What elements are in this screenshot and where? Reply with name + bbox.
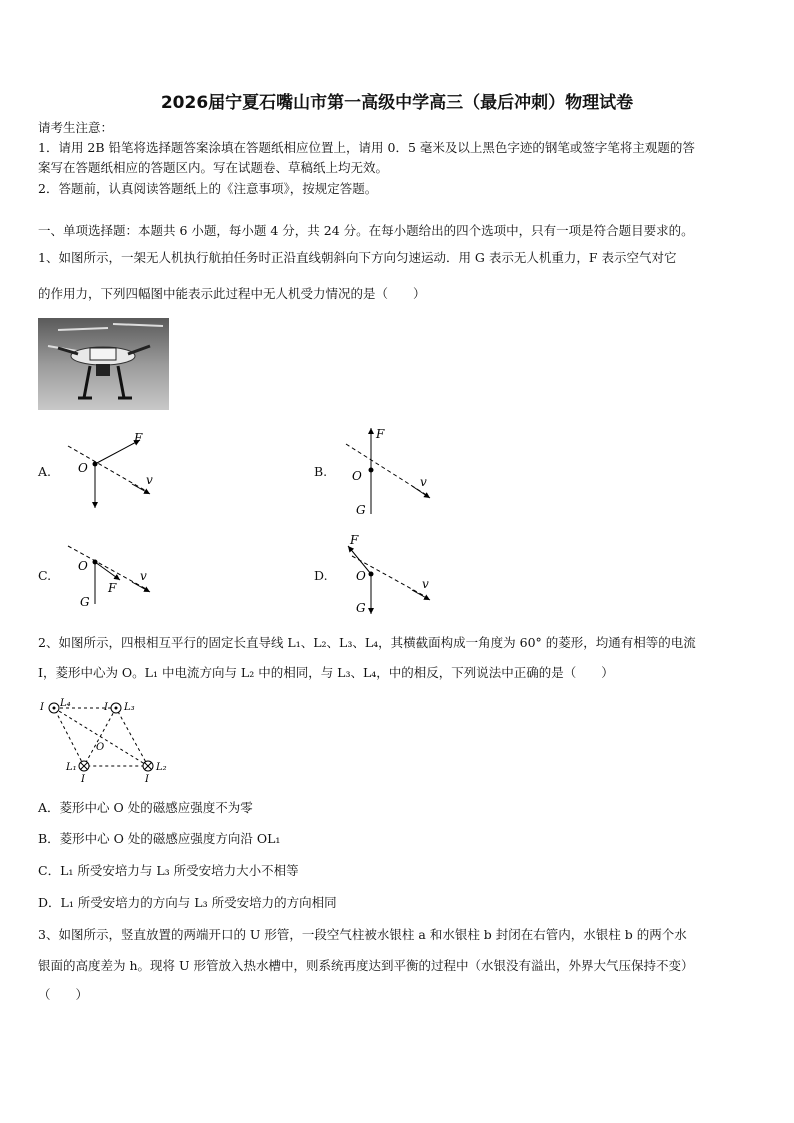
q1-option-b-diagram bbox=[340, 424, 440, 519]
q1-b-F-label: F bbox=[376, 427, 385, 441]
q1-c-F-label: F bbox=[108, 581, 117, 595]
q1-a-F-label: F bbox=[134, 431, 143, 445]
q1-c-v-label: v bbox=[140, 569, 147, 583]
q2-stem-line-2: I，菱形中心为 O。L₁ 中电流方向与 L₂ 中的相同，与 L₃、L₄，中的相反，下列说法中正确的是（ ） bbox=[38, 665, 614, 680]
q1-option-b-label: B. bbox=[314, 464, 328, 479]
q1-d-v-label: v bbox=[422, 577, 429, 591]
q2-fig-L2-label: L₂ bbox=[156, 762, 167, 773]
q2-option-c: C．L₁ 所受安培力与 L₃ 所受安培力大小不相等 bbox=[38, 863, 299, 878]
notice-item-2: 2．答题前，认真阅读答题纸上的《注意事项》，按规定答题。 bbox=[38, 181, 378, 196]
q1-d-G-label: G bbox=[356, 601, 366, 615]
q1-b-v-label: v bbox=[420, 475, 427, 489]
q2-fig-I-label: I bbox=[145, 774, 149, 785]
q2-fig-I-label: I bbox=[104, 702, 108, 713]
q2-fig-I-label: I bbox=[40, 702, 44, 713]
q1-c-O-label: O bbox=[78, 559, 88, 573]
q2-fig-L3-label: L₃ bbox=[124, 702, 135, 713]
q2-fig-I-label: I bbox=[81, 774, 85, 785]
q1-option-d-label: D. bbox=[314, 568, 328, 583]
q3-stem-line-1: 3、如图所示，竖直放置的两端开口的 U 形管，一段空气柱被水银柱 a 和水银柱 b 封闭在右管内，水银柱 b 的两个水 bbox=[38, 927, 687, 942]
section-heading: 一、单项选择题：本题共 6 小题，每小题 4 分，共 24 分。在每小题给出的四个选项中，只有一项是符合题目要求的。 bbox=[38, 223, 694, 238]
q1-d-O-label: O bbox=[356, 569, 366, 583]
q1-c-G-label: G bbox=[80, 595, 90, 609]
q1-b-G-label: G bbox=[356, 503, 366, 517]
q2-option-d: D．L₁ 所受安培力的方向与 L₃ 所受安培力的方向相同 bbox=[38, 895, 337, 910]
q1-option-c-diagram bbox=[60, 538, 160, 613]
page-title: 2026届宁夏石嘴山市第一高级中学高三（最后冲刺）物理试卷 bbox=[160, 93, 634, 113]
q2-option-a: A．菱形中心 O 处的磁感应强度不为零 bbox=[38, 800, 253, 815]
q1-a-O-label: O bbox=[78, 461, 88, 475]
q1-d-F-label: F bbox=[350, 533, 359, 547]
notice-heading: 请考生注意： bbox=[38, 120, 114, 135]
q3-stem-line-3: （ ） bbox=[38, 987, 89, 1002]
q1-stem-line-1: 1、如图所示，一架无人机执行航拍任务时正沿直线朝斜向下方向匀速运动．用 G 表示无人机重力，F 表示空气对它 bbox=[38, 250, 677, 265]
q1-b-O-label: O bbox=[352, 469, 362, 483]
q1-option-d-diagram bbox=[340, 532, 440, 617]
q2-rhombus-diagram bbox=[38, 694, 178, 786]
q2-fig-L4-label: L₄ bbox=[60, 698, 71, 709]
q2-fig-O-label: O bbox=[96, 742, 105, 753]
q1-stem-line-2: 的作用力，下列四幅图中能表示此过程中无人机受力情况的是（ ） bbox=[38, 286, 426, 301]
notice-item-1-line-2: 案写在答题纸相应的答题区内。写在试题卷、草稿纸上均无效。 bbox=[38, 160, 389, 175]
q1-option-a-diagram bbox=[60, 428, 170, 513]
q1-option-c-label: C. bbox=[38, 568, 52, 583]
q2-stem-line-1: 2、如图所示，四根相互平行的固定长直导线 L₁、L₂、L₃、L₄，其横截面构成一角度为 60° 的菱形，均通有相等的电流 bbox=[38, 635, 696, 650]
notice-item-1-line-1: 1．请用 2B 铅笔将选择题答案涂填在答题纸相应位置上，请用 0．5 毫米及以上黑色字迹的钢笔或签字笔将主观题的答 bbox=[38, 140, 695, 155]
q1-a-v-label: v bbox=[146, 473, 153, 487]
q1-option-a-label: A. bbox=[38, 464, 52, 479]
drone-photo bbox=[38, 318, 169, 410]
q3-stem-line-2: 银面的高度差为 h。现将 U 形管放入热水槽中，则系统再度达到平衡的过程中（水银没有溢出，外界大气压保持不变） bbox=[38, 958, 694, 973]
q2-option-b: B．菱形中心 O 处的磁感应强度方向沿 OL₁ bbox=[38, 831, 281, 846]
q2-fig-L1-label: L₁ bbox=[66, 762, 77, 773]
